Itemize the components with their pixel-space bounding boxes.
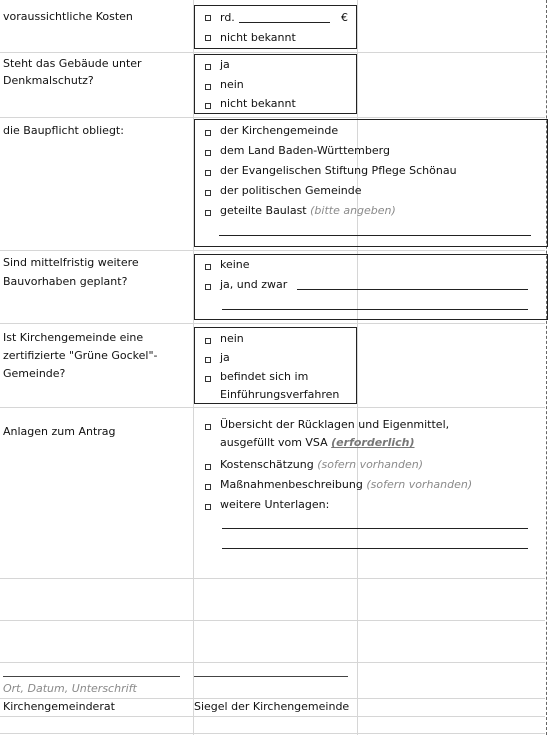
further-yes-checkbox[interactable] — [205, 284, 211, 290]
attachments-option1-label-line1: Übersicht der Rücklagen und Eigenmittel, — [220, 418, 450, 431]
further-yes-field-line2[interactable] — [222, 309, 528, 310]
gockel-no-label: nein — [220, 332, 244, 345]
signature-line-council[interactable] — [3, 676, 180, 677]
grid-col-mid — [357, 0, 358, 735]
grid-row — [0, 250, 545, 251]
grid-row — [0, 716, 545, 717]
obligation-option4-checkbox[interactable] — [205, 190, 211, 196]
costs-currency: € — [341, 11, 348, 24]
attachments-option1-text: ausgefüllt vom VSA — [220, 436, 328, 449]
costs-unknown-label: nicht bekannt — [220, 31, 296, 44]
obligation-option2-label: dem Land Baden-Württemberg — [220, 144, 390, 157]
attachments-label: Anlagen zum Antrag — [3, 425, 116, 438]
seal-caption: Siegel der Kirchengemeinde — [194, 700, 350, 713]
monument-label-line2: Denkmalschutz? — [3, 74, 94, 87]
grid-row — [0, 117, 545, 118]
obligation-option2-checkbox[interactable] — [205, 150, 211, 156]
costs-amount-field[interactable] — [239, 22, 330, 23]
obligation-options-box — [194, 119, 548, 247]
further-none-label: keine — [220, 258, 250, 271]
obligation-option5-label — [220, 204, 396, 218]
attachments-option2-hint: (sofern vorhanden) — [317, 458, 424, 471]
attachments-option4-field-line2[interactable] — [222, 548, 528, 549]
obligation-option5-field[interactable] — [219, 235, 531, 236]
further-none-checkbox[interactable] — [205, 264, 211, 270]
obligation-label: die Baupflicht obliegt: — [3, 124, 124, 137]
attachments-option1-checkbox[interactable] — [205, 424, 211, 430]
monument-no-checkbox[interactable] — [205, 84, 211, 90]
grid-row — [0, 620, 545, 621]
attachments-option3-label — [220, 478, 472, 492]
signature-line-seal[interactable] — [194, 676, 348, 677]
gockel-label-line1: Ist Kirchengemeinde eine — [3, 331, 144, 344]
monument-no-label: nein — [220, 78, 244, 91]
grid-row — [0, 407, 545, 408]
grid-row — [0, 52, 545, 53]
costs-label: voraussichtliche Kosten — [3, 10, 133, 23]
attachments-option3-checkbox[interactable] — [205, 484, 211, 490]
obligation-option1-checkbox[interactable] — [205, 130, 211, 136]
attachments-option1-required: (erforderlich) — [331, 436, 415, 449]
attachments-option2-checkbox[interactable] — [205, 464, 211, 470]
gockel-label-line3: Gemeinde? — [3, 367, 66, 380]
obligation-option5-hint: (bitte angeben) — [310, 204, 396, 217]
attachments-option1-label-line2 — [220, 436, 415, 450]
attachments-option4-checkbox[interactable] — [205, 504, 211, 510]
grid-row — [0, 662, 545, 663]
monument-yes-label: ja — [220, 58, 230, 71]
attachments-option2-text: Kostenschätzung — [220, 458, 314, 471]
monument-label-line1: Steht das Gebäude unter — [3, 57, 142, 70]
attachments-option4-field-line1[interactable] — [222, 528, 528, 529]
gockel-process-label-line1: befindet sich im — [220, 370, 309, 383]
gockel-no-checkbox[interactable] — [205, 338, 211, 344]
gockel-process-label-line2: Einführungsverfahren — [220, 388, 340, 401]
grid-row — [0, 698, 545, 699]
costs-approx-checkbox[interactable] — [205, 15, 211, 21]
gockel-process-checkbox[interactable] — [205, 376, 211, 382]
monument-yes-checkbox[interactable] — [205, 64, 211, 70]
page-break-line — [546, 0, 547, 735]
attachments-option3-hint: (sofern vorhanden) — [366, 478, 473, 491]
further-yes-field-line1[interactable] — [297, 289, 528, 290]
obligation-option5-checkbox[interactable] — [205, 210, 211, 216]
obligation-option3-label: der Evangelischen Stiftung Pflege Schönau — [220, 164, 457, 177]
place-date-signature-caption: Ort, Datum, Unterschrift — [3, 682, 137, 695]
attachments-option2-label — [220, 458, 423, 472]
gockel-yes-label: ja — [220, 351, 230, 364]
further-yes-label: ja, und zwar — [220, 278, 288, 291]
gockel-yes-checkbox[interactable] — [205, 357, 211, 363]
further-label-line1: Sind mittelfristig weitere — [3, 256, 139, 269]
obligation-option1-label: der Kirchengemeinde — [220, 124, 339, 137]
obligation-option5-text: geteilte Baulast — [220, 204, 307, 217]
costs-approx-label: rd. — [220, 11, 235, 24]
obligation-option4-label: der politischen Gemeinde — [220, 184, 362, 197]
grid-row — [0, 578, 545, 579]
attachments-option3-text: Maßnahmenbeschreibung — [220, 478, 363, 491]
grid-row — [0, 323, 545, 324]
gockel-label-line2: zertifizierte "Grüne Gockel"- — [3, 349, 158, 362]
attachments-option4-label: weitere Unterlagen: — [220, 498, 330, 511]
council-caption: Kirchengemeinderat — [3, 700, 115, 713]
grid-row — [0, 733, 545, 734]
monument-unknown-checkbox[interactable] — [205, 103, 211, 109]
obligation-option3-checkbox[interactable] — [205, 170, 211, 176]
further-label-line2: Bauvorhaben geplant? — [3, 275, 128, 288]
costs-unknown-checkbox[interactable] — [205, 35, 211, 41]
monument-unknown-label: nicht bekannt — [220, 97, 296, 110]
